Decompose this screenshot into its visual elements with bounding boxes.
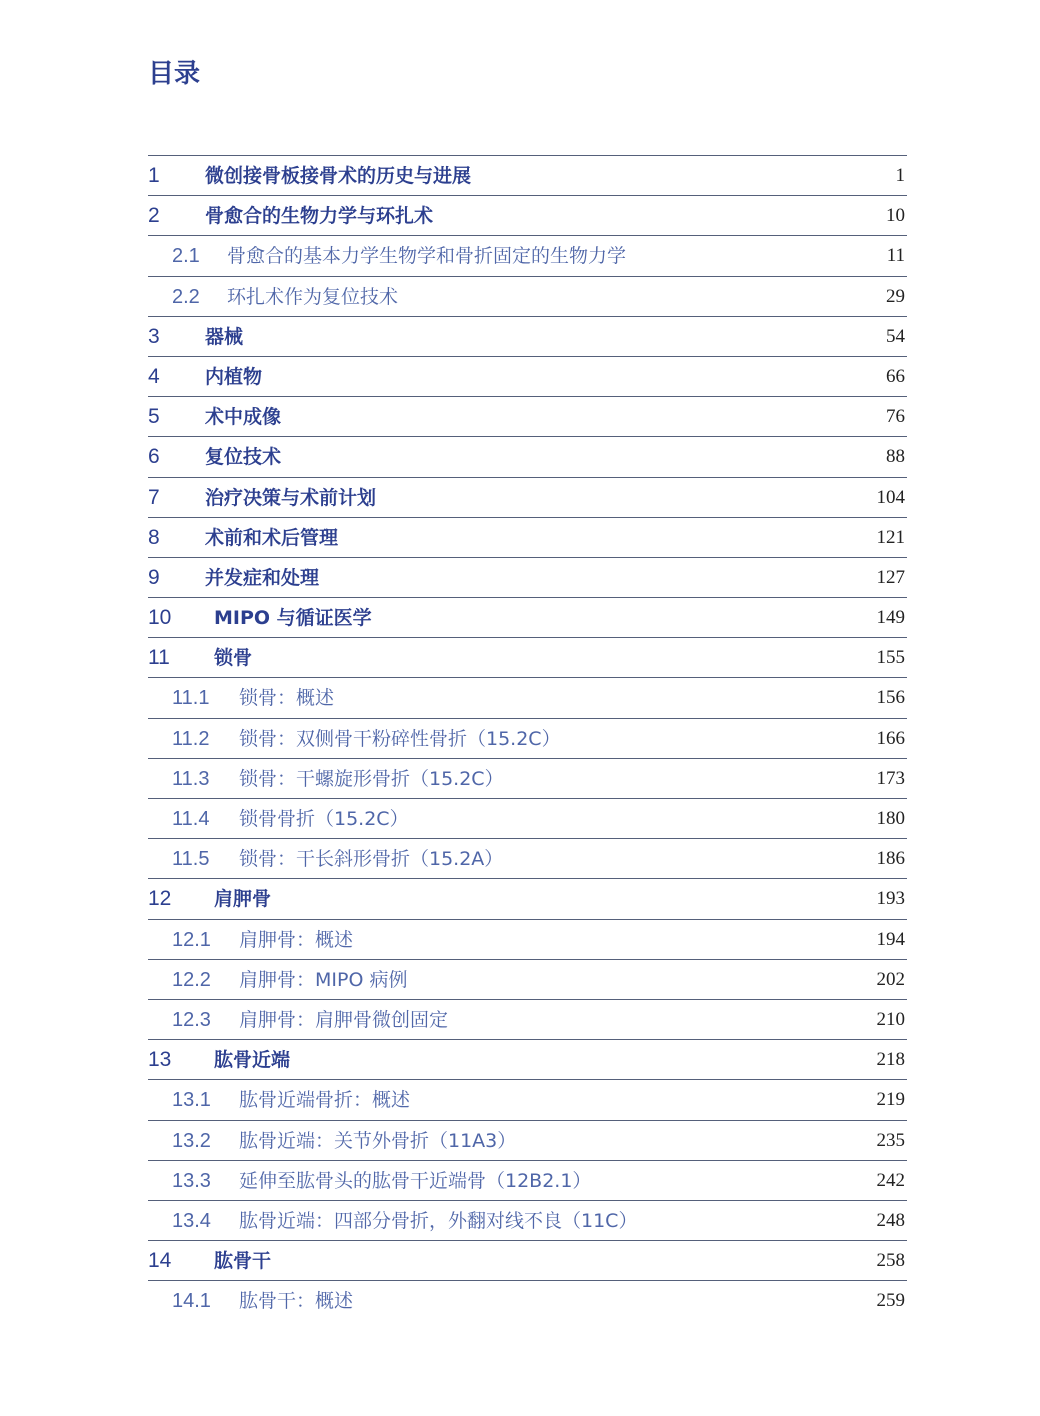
toc-entry-number: 9	[148, 565, 160, 589]
toc-entry-page-number: 1	[895, 165, 905, 186]
toc-section-row[interactable]	[148, 920, 907, 960]
toc-entry-page-number: 88	[886, 446, 905, 468]
toc-entry-number: 7	[148, 485, 160, 509]
toc-entry-page-number: 127	[876, 566, 905, 588]
toc-entry-page-number: 202	[876, 968, 905, 990]
toc-entry-number: 2	[148, 204, 160, 228]
toc-section-row[interactable]	[148, 719, 907, 759]
toc-entry-title: 肩胛骨：肩胛骨微创固定	[239, 1008, 449, 1031]
toc-chapter-row[interactable]	[148, 196, 907, 236]
toc-chapter-row[interactable]	[148, 437, 907, 477]
toc-chapter-row[interactable]	[148, 518, 907, 558]
toc-entry-number: 11.2	[172, 727, 210, 750]
toc-entry-number: 11.1	[172, 687, 210, 710]
toc-chapter-row[interactable]	[148, 357, 907, 397]
toc-entry-page-number: 149	[876, 607, 905, 629]
toc-entry-number: 13.4	[172, 1209, 211, 1232]
toc-entry-title: 肱骨干：概述	[239, 1290, 354, 1313]
toc-entry-page-number: 54	[886, 325, 905, 347]
toc-entry-title: 肱骨近端骨折：概述	[239, 1089, 411, 1112]
toc-entry-title: 肱骨近端：四部分骨折，外翻对线不良（11C）	[239, 1209, 638, 1232]
toc-entry-page-number: 259	[876, 1290, 905, 1312]
toc-entry-number: 6	[148, 445, 160, 469]
toc-entry-title: 锁骨	[214, 647, 253, 670]
toc-entry-page-number: 180	[876, 808, 905, 829]
toc-entry-page-number: 104	[876, 486, 905, 508]
toc-entry-number: 11	[148, 646, 170, 670]
toc-chapter-row[interactable]	[148, 598, 907, 638]
toc-chapter-row[interactable]	[148, 879, 907, 919]
toc-chapter-row[interactable]	[148, 558, 907, 598]
toc-entry-title: 微创接骨板接骨术的历史与进展	[205, 165, 472, 187]
toc-entry-title: 内植物	[205, 365, 263, 388]
toc-chapter-row[interactable]	[148, 1241, 907, 1281]
toc-entry-number: 10	[148, 606, 172, 630]
toc-entry-page-number: 173	[876, 767, 905, 789]
toc-entry-page-number: 258	[876, 1250, 905, 1272]
toc-entry-title: 锁骨：干螺旋形骨折（15.2C）	[239, 767, 504, 790]
toc-entry-number: 2.1	[172, 245, 200, 268]
toc-section-row[interactable]	[148, 1000, 907, 1040]
toc-chapter-row[interactable]	[148, 638, 907, 678]
toc-chapter-row[interactable]	[148, 397, 907, 437]
toc-entry-number: 4	[148, 364, 160, 388]
toc-entry-page-number: 210	[876, 1008, 905, 1030]
toc-entry-page-number: 10	[886, 205, 905, 227]
toc-entry-title: 并发症和处理	[205, 566, 320, 589]
toc-entry-number: 5	[148, 405, 160, 429]
toc-section-row[interactable]	[148, 1080, 907, 1120]
page-title: 目录	[148, 59, 201, 89]
toc-chapter-row[interactable]	[148, 1040, 907, 1080]
toc-section-row[interactable]	[148, 1121, 907, 1161]
toc-entry-number: 14.1	[172, 1290, 211, 1313]
toc-entry-page-number: 121	[876, 526, 905, 548]
toc-entry-title: 器械	[205, 325, 244, 348]
toc-entry-title: 锁骨：双侧骨干粉碎性骨折（15.2C）	[239, 727, 561, 750]
toc-entry-title: 肩胛骨	[214, 888, 272, 911]
toc-entry-title: 锁骨：干长斜形骨折（15.2A）	[239, 848, 504, 871]
toc-entry-page-number: 76	[886, 406, 905, 428]
toc-chapter-row[interactable]	[148, 317, 907, 357]
toc-entry-number: 12	[148, 887, 172, 911]
toc-entry-page-number: 193	[876, 888, 905, 910]
toc-entry-page-number: 66	[886, 365, 905, 387]
toc-entry-title: 延伸至肱骨头的肱骨干近端骨（12B2.1）	[239, 1169, 592, 1192]
toc-entry-page-number: 219	[876, 1089, 905, 1111]
toc-entry-page-number: 156	[876, 687, 905, 709]
toc-section-row[interactable]	[148, 1201, 907, 1241]
toc-section-row[interactable]	[148, 799, 907, 839]
toc-entry-number: 11.4	[172, 808, 210, 830]
toc-entry-number: 12.1	[172, 928, 211, 951]
toc-entry-title: 骨愈合的生物力学与环扎术	[205, 205, 434, 228]
toc-entry-page-number: 218	[876, 1049, 905, 1071]
toc-entry-page-number: 248	[876, 1209, 905, 1231]
toc-entry-title: 术中成像	[205, 406, 282, 429]
toc-entry-title: 环扎术作为复位技术	[227, 285, 399, 308]
toc-entry-number: 13	[148, 1048, 172, 1072]
table-of-contents	[148, 155, 907, 1321]
toc-entry-number: 13.3	[172, 1169, 211, 1192]
toc-entry-number: 8	[148, 525, 160, 549]
toc-entry-number: 13.1	[172, 1089, 211, 1112]
toc-section-row[interactable]	[148, 1281, 907, 1321]
toc-chapter-row[interactable]	[148, 478, 907, 518]
toc-entry-number: 11.5	[172, 848, 210, 871]
toc-section-row[interactable]	[148, 839, 907, 879]
toc-entry-title: 肩胛骨：MIPO 病例	[239, 968, 408, 991]
toc-entry-number: 1	[148, 164, 160, 187]
toc-entry-page-number: 235	[876, 1129, 905, 1151]
toc-entry-page-number: 242	[876, 1169, 905, 1191]
toc-section-row[interactable]	[148, 678, 907, 718]
toc-entry-title: 肱骨近端：关节外骨折（11A3）	[239, 1129, 517, 1152]
toc-chapter-row[interactable]	[148, 156, 907, 196]
toc-entry-number: 2.2	[172, 285, 200, 308]
toc-section-row[interactable]	[148, 1161, 907, 1201]
toc-entry-number: 11.3	[172, 767, 210, 790]
toc-section-row[interactable]	[148, 236, 907, 276]
toc-entry-number: 14	[148, 1249, 172, 1273]
toc-entry-title: 复位技术	[205, 446, 282, 469]
toc-section-row[interactable]	[148, 960, 907, 1000]
toc-entry-title: 肱骨干	[214, 1250, 272, 1273]
toc-entry-number: 13.2	[172, 1129, 211, 1152]
toc-entry-title: MIPO 与循证医学	[214, 607, 372, 630]
toc-entry-title: 治疗决策与术前计划	[205, 486, 377, 509]
toc-entry-title: 术前和术后管理	[205, 526, 339, 549]
toc-entry-page-number: 194	[876, 928, 905, 950]
toc-entry-number: 3	[148, 324, 160, 348]
toc-entry-page-number: 11	[886, 245, 905, 267]
toc-entry-title: 锁骨骨折（15.2C）	[239, 808, 409, 830]
toc-entry-number: 12.3	[172, 1008, 211, 1031]
toc-entry-page-number: 186	[876, 848, 905, 870]
toc-entry-title: 骨愈合的基本力学生物学和骨折固定的生物力学	[227, 245, 627, 268]
toc-section-row[interactable]	[148, 277, 907, 317]
toc-entry-title: 肱骨近端	[214, 1049, 291, 1072]
toc-entry-page-number: 29	[886, 285, 905, 307]
toc-entry-page-number: 166	[876, 727, 905, 749]
toc-entry-title: 肩胛骨：概述	[239, 928, 354, 951]
toc-entry-title: 锁骨：概述	[239, 687, 335, 710]
toc-entry-page-number: 155	[876, 647, 905, 669]
toc-section-row[interactable]	[148, 759, 907, 799]
toc-entry-number: 12.2	[172, 968, 211, 991]
